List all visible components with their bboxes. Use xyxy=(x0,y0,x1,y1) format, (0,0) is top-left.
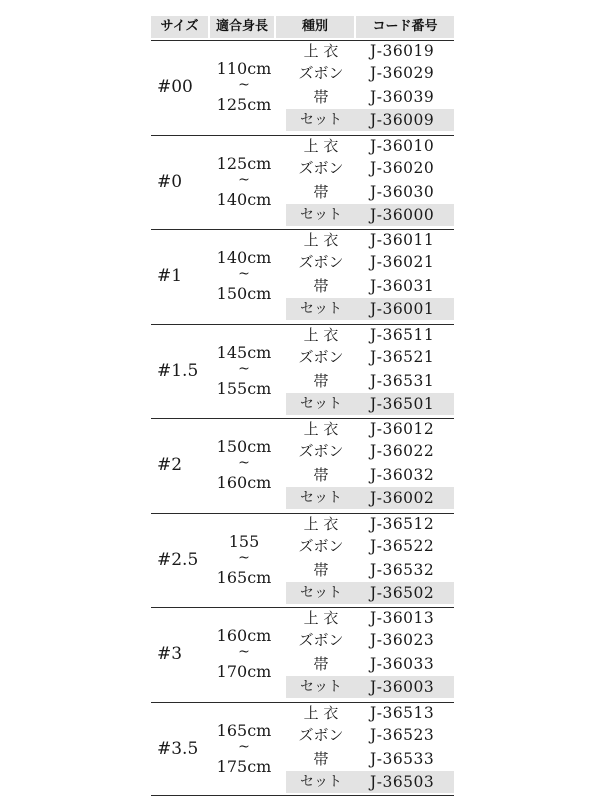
item-type: セット xyxy=(300,584,342,601)
item-type: セット xyxy=(300,679,342,695)
item-type: セット xyxy=(300,395,342,412)
item-row xyxy=(286,40,454,62)
height-range xyxy=(211,418,277,512)
height-to: 170cm xyxy=(216,662,272,681)
item-code: J-36029 xyxy=(370,64,435,82)
item-type: 上 衣 xyxy=(303,136,339,155)
size-group xyxy=(151,324,454,418)
item-code: J-36521 xyxy=(370,347,435,366)
height-from: 165cm xyxy=(216,720,272,740)
size-label: #0 xyxy=(157,171,183,192)
size-group xyxy=(151,40,454,134)
item-type: 上 衣 xyxy=(303,609,339,627)
item-type: セット xyxy=(300,206,342,223)
height-to: 160cm xyxy=(216,473,272,492)
height-separator: ~ xyxy=(238,171,250,188)
item-code: J-36019 xyxy=(370,42,435,60)
item-code: J-36031 xyxy=(370,277,435,295)
set-row xyxy=(286,109,454,131)
item-row xyxy=(286,702,454,724)
item-code: J-36503 xyxy=(370,772,435,791)
item-row xyxy=(286,607,454,629)
size-group xyxy=(151,607,454,701)
item-code: J-36020 xyxy=(370,158,435,177)
item-type: セット xyxy=(300,490,342,506)
item-code: J-36030 xyxy=(370,182,435,201)
item-row xyxy=(286,62,454,84)
item-row xyxy=(286,324,454,346)
item-code: J-36532 xyxy=(370,560,435,579)
height-from: 145cm xyxy=(216,342,272,362)
item-type: ズボン xyxy=(298,347,344,366)
size-label: #3 xyxy=(157,644,183,664)
item-code: J-36012 xyxy=(370,420,435,438)
item-row xyxy=(286,440,454,462)
item-code: J-36513 xyxy=(370,703,435,722)
table-bottom-rule xyxy=(151,795,454,796)
item-type: セット xyxy=(300,301,342,317)
height-to: 125cm xyxy=(216,95,272,114)
item-type: ズボン xyxy=(298,725,344,744)
item-type: セット xyxy=(300,112,342,128)
size-label: #3.5 xyxy=(157,738,199,759)
size-label: #1.5 xyxy=(157,360,199,381)
height-from: 160cm xyxy=(216,626,272,645)
item-row xyxy=(286,513,454,535)
item-row xyxy=(286,748,454,770)
size-label: #2 xyxy=(157,455,183,475)
item-type: 上 衣 xyxy=(303,325,339,344)
item-code: J-36512 xyxy=(370,514,435,533)
height-from: 140cm xyxy=(216,248,272,267)
set-row xyxy=(286,771,454,793)
item-type: ズボン xyxy=(298,631,344,649)
height-to: 175cm xyxy=(216,756,272,776)
item-row xyxy=(286,181,454,203)
size-group xyxy=(151,702,454,796)
item-code: J-36001 xyxy=(370,300,435,318)
height-to: 140cm xyxy=(216,189,272,209)
item-code: J-36003 xyxy=(370,678,435,696)
item-code: J-36522 xyxy=(370,536,435,555)
item-type: ズボン xyxy=(298,253,344,271)
item-code: J-36032 xyxy=(370,466,435,484)
item-row xyxy=(286,370,454,392)
height-range xyxy=(211,40,277,134)
item-code: J-36023 xyxy=(370,631,435,649)
item-row xyxy=(286,275,454,297)
header-size: サイズ xyxy=(151,16,208,38)
item-code: J-36523 xyxy=(370,725,435,744)
height-to: 155cm xyxy=(216,378,272,398)
item-type: 上 衣 xyxy=(303,42,339,60)
size-group xyxy=(151,418,454,512)
item-type: 帯 xyxy=(313,749,329,768)
height-to: 150cm xyxy=(216,284,272,303)
item-type: 上 衣 xyxy=(303,420,339,438)
item-code: J-36011 xyxy=(370,231,435,249)
height-separator: ~ xyxy=(238,549,250,566)
item-row xyxy=(286,135,454,157)
height-separator: ~ xyxy=(238,644,250,660)
item-row xyxy=(286,464,454,486)
size-group xyxy=(151,513,454,607)
height-from: 155 xyxy=(228,531,260,551)
item-row xyxy=(286,229,454,251)
height-range xyxy=(211,702,277,796)
item-type: 上 衣 xyxy=(303,231,339,249)
height-range xyxy=(211,513,277,607)
item-row xyxy=(286,86,454,108)
height-from: 150cm xyxy=(216,437,272,456)
item-code: J-36021 xyxy=(370,253,435,271)
item-type: 帯 xyxy=(313,88,329,106)
height-from: 110cm xyxy=(216,59,272,78)
item-code: J-36502 xyxy=(370,583,435,602)
item-code: J-36501 xyxy=(370,394,435,413)
height-separator: ~ xyxy=(238,77,250,93)
header-type: 種別 xyxy=(276,16,354,38)
item-code: J-36000 xyxy=(370,205,435,224)
item-type: ズボン xyxy=(298,442,344,460)
size-label: #00 xyxy=(157,77,193,97)
item-row xyxy=(286,418,454,440)
item-type: 帯 xyxy=(313,560,329,579)
item-code: J-36511 xyxy=(370,325,435,344)
item-type: ズボン xyxy=(298,64,344,82)
item-type: 帯 xyxy=(313,371,329,390)
item-type: 帯 xyxy=(313,655,329,673)
set-row xyxy=(286,298,454,320)
item-type: 上 衣 xyxy=(303,703,339,722)
item-row xyxy=(286,653,454,675)
height-separator: ~ xyxy=(238,266,250,282)
item-code: J-36033 xyxy=(370,655,435,673)
height-from: 125cm xyxy=(216,153,272,173)
size-label: #2.5 xyxy=(157,549,199,570)
header-height: 適合身長 xyxy=(210,16,274,38)
item-code: J-36022 xyxy=(370,442,435,460)
item-type: ズボン xyxy=(298,158,344,177)
item-type: 帯 xyxy=(313,182,329,201)
item-type: 帯 xyxy=(313,277,329,295)
set-row xyxy=(286,393,454,415)
height-range xyxy=(211,607,277,701)
size-label: #1 xyxy=(157,266,183,286)
item-code: J-36010 xyxy=(370,136,435,155)
height-range xyxy=(211,324,277,418)
height-separator: ~ xyxy=(238,360,250,377)
item-row xyxy=(286,346,454,368)
item-row xyxy=(286,251,454,273)
item-row xyxy=(286,629,454,651)
item-code: J-36533 xyxy=(370,749,435,768)
item-row xyxy=(286,724,454,746)
item-type: 帯 xyxy=(313,466,329,484)
item-type: ズボン xyxy=(298,536,344,555)
set-row xyxy=(286,676,454,698)
item-code: J-36009 xyxy=(370,111,435,129)
item-code: J-36531 xyxy=(370,371,435,390)
item-row xyxy=(286,559,454,581)
size-group xyxy=(151,135,454,229)
set-row xyxy=(286,487,454,509)
height-to: 165cm xyxy=(216,567,272,587)
height-range xyxy=(211,229,277,323)
item-type: 上 衣 xyxy=(303,514,339,533)
item-code: J-36039 xyxy=(370,88,435,106)
item-row xyxy=(286,157,454,179)
height-range xyxy=(211,135,277,229)
item-code: J-36002 xyxy=(370,489,435,507)
set-row xyxy=(286,204,454,226)
item-code: J-36013 xyxy=(370,609,435,627)
set-row xyxy=(286,582,454,604)
item-row xyxy=(286,535,454,557)
size-group xyxy=(151,229,454,323)
height-separator: ~ xyxy=(238,738,250,755)
header-code: コード番号 xyxy=(356,16,454,38)
item-type: セット xyxy=(300,773,342,790)
height-separator: ~ xyxy=(238,455,250,471)
